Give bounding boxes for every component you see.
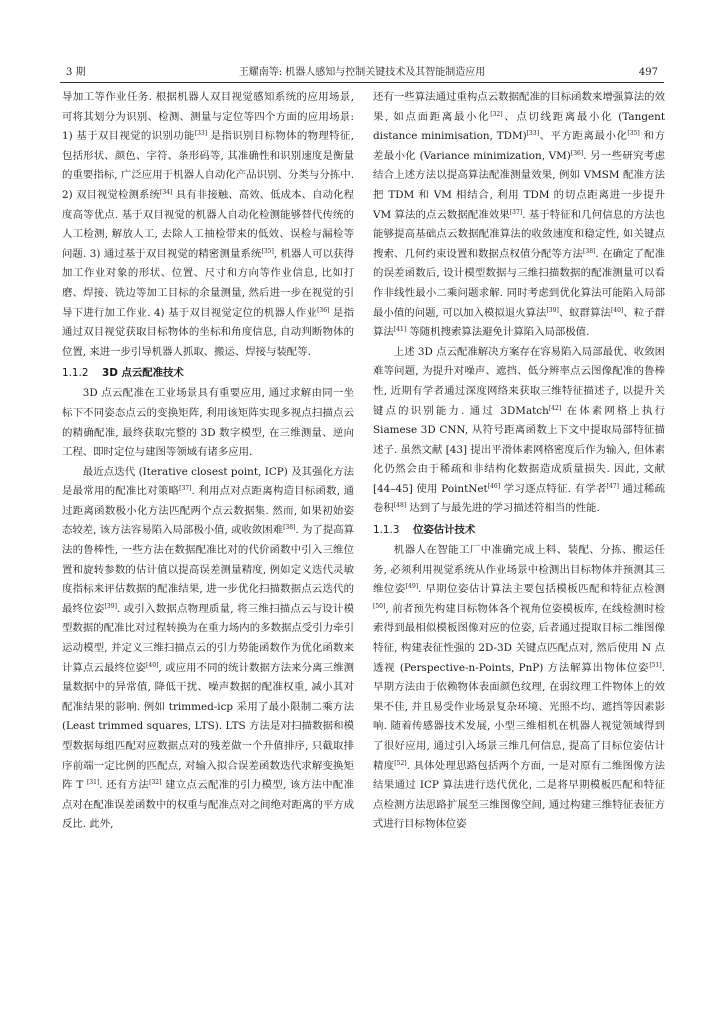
citation: [50]	[373, 602, 386, 610]
citation: [40]	[146, 661, 159, 669]
right-column	[373, 88, 665, 835]
citation: [38]	[583, 247, 596, 255]
citation: [31]	[86, 779, 100, 787]
section-heading-1-1-3	[373, 519, 665, 541]
section-number: 1.1.3	[373, 524, 400, 537]
citation: [42]	[548, 404, 562, 412]
citation: [35]	[261, 247, 274, 255]
paragraph-pose: 机器人在智能工厂中准确完成上料、装配、分拣、搬运任务, 必须利用视觉系统从作业场景中检测出目标物体并预测其三维位姿[49]. 早期位姿估计算法主要包括模板匹配和特征点检测[50], 前者预先构建目标物体各个视角位姿模板库, 在线检测时检索得到最相似模板图像对应的位姿, 后者通过提取目标二维图像特征, 构建表征性强的 2D-3D 关键点匹配点对, 然后使用 N 点透视 (Perspective-n-Points, PnP) 方法解算出物体位姿[51]. 早期方法由于依赖物体表面颜色纹理, 在弱纹理工件物体上的效果不佳, 并且易受作业场景复杂环境、光照不均、遮挡等因素影响. 随着传感器技术发展, 小型三维相机在机器人视觉领域得到了很好应用, 通过引入场景三维几何信息, 提高了目标位姿估计精度[52]. 具体处理思路包括两个方面, 一是对原有二维图像方法结果通过 ICP 算法进行迭代优化, 二是将早期模板匹配和特征点检测方法思路扩展至三维图像空间, 通过构建三维特征表征方式进行目标物体位姿	[373, 544, 666, 831]
citation: [46]	[487, 482, 501, 490]
section-heading-1-1-2	[62, 362, 354, 384]
section-number: 1.1.2	[62, 367, 89, 380]
paragraph-intro: 导加工等作业任务. 根据机器人双目视觉感知系统的应用场景, 可将其划分为识别、检测、测量与定位等四个方面的应用场景: 1) 基于双目视觉的识别功能[33] 是指识别目标物体的物理特征, 包括形状、颜色、字符、条形码等, 其准确性和识别速度是衡量的重要指标, 广泛应用于机器人自动化产品识别、分类与分拣中. 2) 双目视觉检测系统[34] 具有非接触、高效、低成本、自动化程度高等优点. 基于双目视觉的机器人自动化检测能够替代传统的人工检测, 解放人工, 去除人工抽检带来的低效、误检与漏检等问题. 3) 通过基于双目视觉的精密测量系统[35], 机器人可以获得加工作业对象的形状、位置、尺寸和方向等作业信息, 比如打磨、焊接、铣边等加工目标的余量测量, 然后进一步在视觉的引导下进行加工作业. 4) 基于双目视觉定位的机器人作业[36] 是指通过双目视觉获取目标物体的坐标和角度信息, 自动判断物体的位置, 来进一步引导机器人抓取、搬运、焊接与装配等.	[62, 91, 355, 358]
page-number: 497	[638, 67, 658, 78]
left-column	[62, 88, 354, 835]
paragraph-continuation: 还有一些算法通过重构点云数据配准的目标函数来增强算法的效果, 如点面距离最小化[32]、点切线距离最小化 (Tangent distance minimisation, TDM)[33]、平方距离最小化[35] 和方差最小化 (Variance minimization, VM)[36]. 另一些研究考虑结合上述方法以提高算法配准测量效果, 例如 VMSM 配准方法把 TDM 和 VM 相结合, 利用 TDM 的切点距离进一步提升 VM 算法的点云数据配准效果[37]. 基于特征和几何信息的方法也能够提高基础点云数据配准算法的收敛速度和稳定性, 如关键点搜索、几何约束设置和数据点权值分配等方法[38]. 在确定了配准的误差函数后, 设计模型数据与三维扫描数据的配准测量可以看作非线性最小二乘问题求解. 同时考虑到优化算法可能陷入局部最小值的问题, 可以加入模拟退火算法[39]、蚁群算法[40]、粒子群算法[41] 等随机搜索算法避免计算陷入局部极值.	[373, 91, 666, 339]
citation: [36]	[570, 149, 584, 157]
page-header	[60, 64, 664, 82]
section-title: 3D 点云配准技术	[102, 367, 184, 380]
citation: [52]	[394, 759, 407, 767]
citation: [35]	[627, 130, 640, 138]
citation: [32]	[149, 779, 162, 787]
citation: [48]	[393, 502, 407, 510]
citation: [37]	[179, 485, 192, 493]
header-rule	[60, 82, 664, 83]
section-title: 位姿估计技术	[413, 524, 476, 537]
citation: [37]	[509, 208, 523, 216]
citation: [38]	[283, 524, 296, 532]
citation: [34]	[160, 188, 173, 196]
citation: [49]	[405, 583, 419, 591]
citation: [39]	[546, 306, 559, 314]
paragraph-icp: 最近点迭代 (Iterative closest point, ICP) 及其强化方法是最常用的配准比对策略[37]. 利用点对点距离构造目标函数, 通过距离函数极小化方法匹配两个点云数据集. 然而, 如果初始姿态较差, 该方法容易陷入局部极小值, 或收敛困难[38]. 为了提高算法的鲁棒性, 一些方法在数据配准比对的代价函数中引入三维位置和旋转参数的估计值以提高误差测量精度, 例如定义迭代灵敏度指标来评估数据的配准结果, 进一步优化扫描数据点云迭代的最终位姿[39]. 或引入数据点物理质量, 将三维扫描点云与设计模型数据的配准比对过程转换为在重力场内的多数据点受引力牵引运动模型, 并定义三维扫描点云的引力势能函数作为优化函数来计算点云最终位姿[40], 或应用不同的统计数据方法来分离三维测量数据中的异常值, 降低干扰、噪声数据的配准权重, 减小其对配准结果的影响. 例如 trimmed-icp 采用了最小限制二乘方法 (Least trimmed squares, LTS). LTS 方法是对扫描数据和模型数据每组匹配对应数据点对的残差做一个升值排序, 只截取排序前端一定比例的匹配点, 对输入拟合误差函数迭代求解变换矩阵 T [31]. 还有方法[32] 建立点云配准的引力模型, 该方法中配准点对在配准误差函数中的权重与配准点对之间绝对距离的平方成反比. 此外,	[62, 465, 355, 831]
paragraph-3d-deep: 上述 3D 点云配准解决方案存在容易陷入局部最优、收敛困难等问题, 为提升对噪声、遮挡、低分辨率点云图像配准的鲁棒性, 近期有学者通过深度网络来获取三维特征描述子, 以提升关键点的识别能力. 通过 3DMatch[42] 在体素网格上执行 Siamese 3D CNN, 从符号距离函数上下文中提取局部特征描述子. 虽然文献 [43] 提出平滑体素网格密度后作为输入, 但体素化仍然会由于稀疏和非结构化数据造成质量损失. 因此, 文献 [44–45] 使用 PointNet[46] 学习逐点特征. 有学者[47] 通过稀疏卷积[48] 达到了与最先进的学习描述符相当的性能.	[373, 345, 665, 515]
citation: [33]	[194, 130, 208, 138]
citation: [47]	[606, 482, 619, 490]
running-title: 王耀南等: 机器人感知与控制关键技术及其智能制造应用	[238, 67, 486, 78]
issue-number: 3 期	[66, 67, 86, 78]
citation: [36]	[317, 306, 330, 314]
citation: [40]	[610, 306, 624, 314]
citation: [41]	[393, 326, 407, 334]
citation: [33]	[526, 130, 540, 138]
citation: [51]	[649, 661, 662, 669]
citation: [39]	[104, 602, 117, 610]
citation: [32]	[490, 110, 503, 118]
paragraph-registration-intro: 3D 点云配准在工业场景具有重要应用, 通过求解由同一坐标下不同姿态点云的变换矩阵, 利用该矩阵实现多视点扫描点云的精确配准, 最终获取完整的 3D 数字模型, 在三维测量、逆向工程、即时定位与建图等领域有诸多应用.	[62, 387, 354, 459]
